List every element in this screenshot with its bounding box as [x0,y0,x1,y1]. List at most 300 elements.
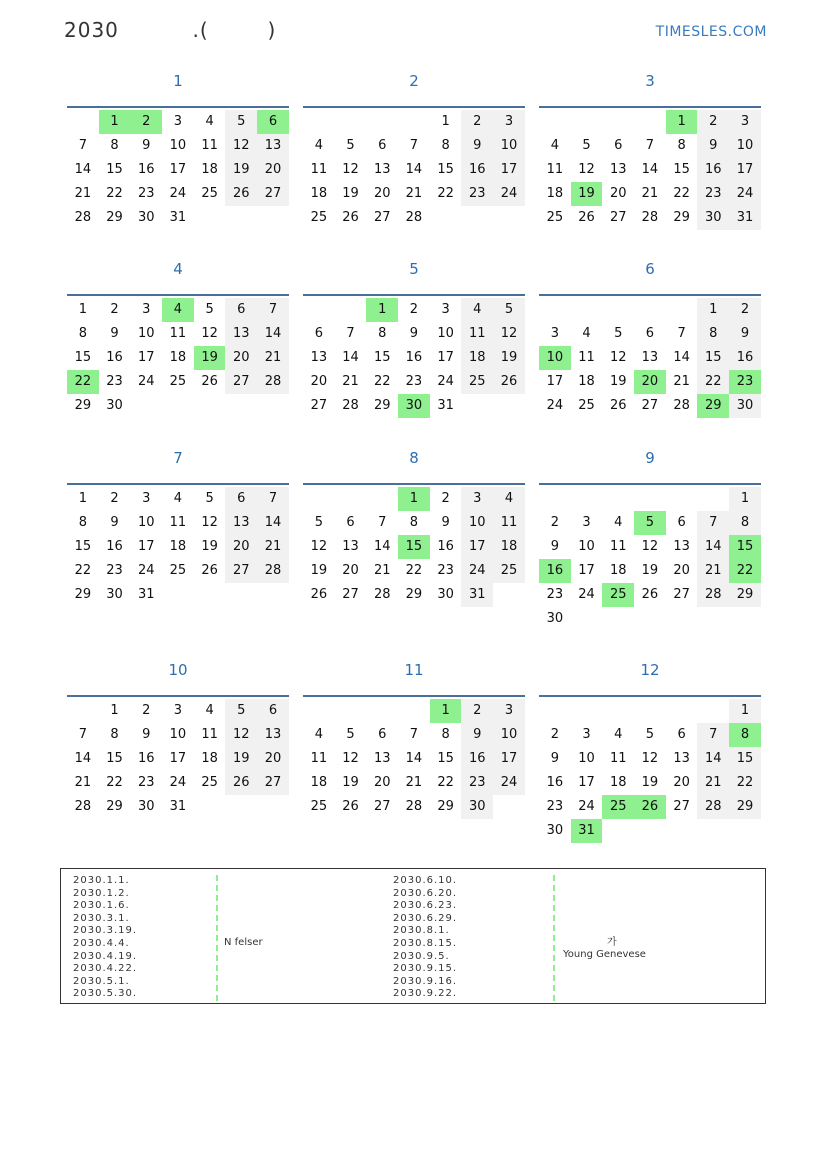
day-cell: 30 [106,587,123,602]
day-cell: 21 [697,771,729,795]
day-cell: 18 [169,350,187,365]
day-cell: 1 [78,491,87,506]
day-cell: 31 [437,398,454,413]
day-cell: 6 [378,727,387,742]
day-cell: 24 [137,563,155,578]
holiday-day-cell: 19 [194,346,226,370]
empty-cell [335,699,367,723]
day-grid [303,298,525,418]
legend-date: 2030.6.10. [393,875,458,886]
day-cell: 4 [582,326,591,341]
holiday-day-cell: 10 [539,346,571,370]
day-grid [67,699,289,819]
day-cell: 4 [461,298,493,322]
day-cell: 8 [441,727,450,742]
day-cell: 17 [169,751,187,766]
day-cell: 18 [201,751,218,766]
day-cell: 7 [257,298,289,322]
legend-separator-right [553,875,555,1001]
day-cell: 11 [461,322,493,346]
day-cell: 3 [493,699,525,723]
day-cell: 9 [550,751,559,766]
legend-dates-right [393,875,457,1001]
day-cell: 9 [697,134,729,158]
day-cell: 17 [729,158,761,182]
day-cell: 28 [641,210,659,225]
empty-cell [366,699,398,723]
month-name: 3 [645,72,655,90]
day-cell: 12 [342,751,359,766]
day-cell: 27 [373,799,391,814]
day-cell: 3 [441,302,450,317]
day-cell: 12 [201,515,218,530]
holiday-day-cell: 30 [398,394,430,418]
day-cell: 7 [257,487,289,511]
day-cell: 22 [437,775,454,790]
month-name: 12 [640,661,660,679]
day-cell: 27 [609,210,627,225]
day-cell: 24 [578,587,595,602]
day-cell: 10 [493,723,525,747]
day-cell: 27 [257,182,289,206]
day-cell: 12 [201,326,218,341]
day-cell: 31 [137,587,155,602]
day-cell: 6 [257,699,289,723]
day-cell: 13 [641,350,659,365]
day-cell: 9 [461,723,493,747]
month-name: 11 [404,661,424,679]
day-grid [539,487,761,631]
day-cell: 21 [697,559,729,583]
day-cell: 29 [673,210,690,225]
day-grid [303,110,525,230]
day-cell: 8 [78,515,87,530]
day-cell: 27 [257,771,289,795]
day-cell: 14 [405,162,423,177]
legend-date: 2030.8.1. [393,925,450,937]
legend-separator-left [216,875,218,1001]
day-cell: 13 [342,539,359,554]
day-cell: 15 [74,350,92,365]
legend-date: 2030.4.22. [73,963,138,975]
day-grid [539,110,761,230]
day-cell: 16 [137,162,155,177]
day-cell: 28 [257,559,289,583]
month-name: 1 [173,72,183,90]
day-cell: 11 [169,515,187,530]
legend-date: 2030.9.16. [393,975,458,987]
day-cell: 24 [169,186,187,201]
day-cell: 23 [461,771,493,795]
day-cell: 17 [493,158,525,182]
day-cell: 27 [342,587,359,602]
day-cell: 2 [409,302,419,317]
holiday-day-cell: 22 [67,370,99,394]
legend-date: 2030.1.2. [73,887,130,899]
day-cell: 28 [673,398,690,413]
day-cell: 9 [409,326,419,341]
day-cell: 7 [697,723,729,747]
day-cell: 12 [578,162,595,177]
holiday-day-cell: 1 [666,110,698,134]
day-cell: 16 [137,751,155,766]
month-rule [539,483,761,485]
day-cell: 9 [550,539,559,554]
day-cell: 28 [697,795,729,819]
day-cell: 23 [137,775,155,790]
day-cell: 22 [437,186,454,201]
day-grid [303,699,525,819]
empty-cell [539,298,571,322]
day-cell: 29 [106,210,123,225]
day-cell: 1 [110,703,119,718]
day-cell: 23 [405,374,423,389]
page-title: 2030 .( ) [64,18,277,42]
day-cell: 7 [409,727,419,742]
day-cell: 2 [142,703,151,718]
month-8 [303,449,525,607]
day-cell: 16 [546,775,564,790]
day-cell: 24 [729,182,761,206]
day-cell: 20 [225,535,257,559]
day-cell: 18 [310,775,328,790]
day-cell: 31 [169,210,187,225]
day-cell: 21 [405,775,423,790]
day-cell: 6 [614,138,623,153]
day-cell: 16 [106,350,123,365]
day-cell: 11 [201,138,218,153]
day-cell: 1 [441,114,450,129]
day-cell: 12 [225,723,257,747]
day-cell: 18 [609,563,627,578]
day-cell: 15 [697,346,729,370]
empty-cell [398,699,430,723]
day-cell: 8 [729,511,761,535]
empty-cell [666,298,698,322]
day-cell: 6 [378,138,387,153]
day-cell: 21 [74,775,92,790]
day-cell: 11 [493,511,525,535]
day-grid [539,699,761,843]
day-cell: 13 [673,539,690,554]
month-3 [539,72,761,230]
day-cell: 22 [74,563,92,578]
day-cell: 4 [550,138,559,153]
holiday-day-cell: 15 [398,535,430,559]
day-cell: 2 [550,515,559,530]
day-cell: 23 [461,182,493,206]
day-cell: 7 [645,138,655,153]
day-cell: 29 [729,795,761,819]
day-cell: 22 [106,186,123,201]
day-cell: 22 [673,186,690,201]
day-cell: 10 [578,539,595,554]
day-cell: 25 [201,775,218,790]
day-cell: 26 [609,398,627,413]
day-cell: 17 [461,535,493,559]
month-11 [303,661,525,819]
day-cell: 29 [74,398,92,413]
empty-cell [602,487,634,511]
holiday-day-cell: 22 [729,559,761,583]
day-cell: 31 [729,206,761,230]
empty-cell [303,110,335,134]
day-cell: 11 [578,350,595,365]
day-cell: 29 [437,799,454,814]
day-grid [67,487,289,607]
holiday-day-cell: 2 [130,110,162,134]
legend-date: 2030.8.15. [393,937,458,949]
day-cell: 3 [582,727,591,742]
day-cell: 1 [729,699,761,723]
day-cell: 29 [729,583,761,607]
day-cell: 12 [641,539,659,554]
empty-cell [366,487,398,511]
day-cell: 10 [137,515,155,530]
day-cell: 24 [137,374,155,389]
day-cell: 10 [729,134,761,158]
day-cell: 27 [673,587,690,602]
day-cell: 26 [493,370,525,394]
month-12 [539,661,761,843]
day-cell: 21 [342,374,359,389]
day-cell: 5 [225,699,257,723]
day-cell: 26 [342,210,359,225]
day-cell: 24 [493,771,525,795]
day-cell: 29 [74,587,92,602]
day-cell: 31 [461,583,493,607]
day-cell: 19 [641,563,659,578]
day-cell: 5 [205,491,214,506]
day-cell: 21 [373,563,391,578]
day-cell: 18 [461,346,493,370]
day-cell: 2 [461,699,493,723]
holiday-day-cell: 5 [634,511,666,535]
legend-date: 2030.9.15. [393,963,458,975]
month-rule [303,483,525,485]
day-cell: 9 [441,515,450,530]
day-cell: 11 [310,751,328,766]
day-cell: 30 [697,206,729,230]
legend-date: 2030.5.1. [73,975,130,987]
day-cell: 31 [169,799,187,814]
day-cell: 7 [697,511,729,535]
day-grid [539,298,761,418]
month-rule [303,294,525,296]
day-cell: 5 [314,515,323,530]
day-cell: 11 [310,162,328,177]
day-cell: 30 [106,398,123,413]
month-1 [67,72,289,230]
legend-name-right-2: Young Genevese [563,949,646,960]
day-cell: 20 [342,563,359,578]
day-cell: 12 [342,162,359,177]
day-cell: 24 [546,398,564,413]
day-cell: 15 [106,162,123,177]
day-cell: 25 [493,559,525,583]
day-cell: 15 [74,539,92,554]
day-cell: 23 [546,587,564,602]
day-cell: 25 [546,210,564,225]
legend-dates-left [73,875,137,1001]
holiday-day-cell: 1 [366,298,398,322]
day-cell: 8 [110,727,119,742]
empty-cell [571,298,603,322]
legend-date: 2030.3.1. [73,912,130,924]
day-cell: 8 [677,138,686,153]
day-cell: 18 [169,539,187,554]
day-cell: 22 [373,374,391,389]
empty-cell [697,487,729,511]
day-cell: 15 [437,751,454,766]
day-cell: 23 [546,799,564,814]
day-cell: 24 [437,374,454,389]
day-cell: 20 [373,775,391,790]
day-cell: 14 [405,751,423,766]
day-cell: 19 [609,374,627,389]
day-cell: 7 [346,326,355,341]
day-cell: 20 [609,186,627,201]
day-cell: 30 [729,394,761,418]
day-cell: 19 [201,539,218,554]
holiday-day-cell: 1 [398,487,430,511]
empty-cell [539,699,571,723]
day-cell: 16 [697,158,729,182]
holiday-day-cell: 19 [571,182,603,206]
day-cell: 27 [225,370,257,394]
day-cell: 25 [310,210,328,225]
day-cell: 4 [614,515,623,530]
day-cell: 29 [405,587,423,602]
day-cell: 7 [78,727,87,742]
day-cell: 14 [74,751,92,766]
empty-cell [571,487,603,511]
day-cell: 5 [346,727,355,742]
empty-cell [602,110,634,134]
day-cell: 10 [169,138,187,153]
day-cell: 6 [225,487,257,511]
empty-cell [335,110,367,134]
day-cell: 18 [310,186,328,201]
day-cell: 3 [461,487,493,511]
day-cell: 8 [409,515,419,530]
day-cell: 5 [582,138,591,153]
day-cell: 20 [257,747,289,771]
holiday-day-cell: 23 [729,370,761,394]
holiday-day-cell: 15 [729,535,761,559]
day-cell: 17 [493,747,525,771]
day-cell: 18 [578,374,595,389]
day-cell: 1 [78,302,87,317]
day-cell: 23 [437,563,454,578]
month-4 [67,260,289,418]
day-cell: 6 [225,298,257,322]
empty-cell [67,110,99,134]
legend-date: 2030.4.19. [73,950,138,962]
empty-cell [335,487,367,511]
day-cell: 4 [205,114,214,129]
empty-cell [634,110,666,134]
day-cell: 16 [461,747,493,771]
day-cell: 12 [225,134,257,158]
day-cell: 17 [137,350,155,365]
day-cell: 23 [137,186,155,201]
day-cell: 14 [697,747,729,771]
day-cell: 3 [173,703,183,718]
month-9 [539,449,761,631]
day-cell: 21 [74,186,92,201]
month-rule [67,695,289,697]
day-cell: 30 [461,795,493,819]
day-cell: 8 [441,138,450,153]
day-grid [67,298,289,418]
holiday-day-cell: 20 [634,370,666,394]
month-name: 9 [645,449,655,467]
day-cell: 5 [614,326,623,341]
empty-cell [602,298,634,322]
day-cell: 10 [578,751,595,766]
day-cell: 16 [461,158,493,182]
day-cell: 25 [169,374,187,389]
day-cell: 17 [169,162,187,177]
legend-date: 2030.6.29. [393,912,458,924]
day-cell: 13 [310,350,328,365]
day-cell: 18 [609,775,627,790]
day-cell: 8 [378,326,387,341]
day-cell: 13 [373,162,391,177]
day-cell: 28 [342,398,359,413]
day-cell: 30 [546,611,564,626]
day-cell: 14 [373,539,391,554]
day-cell: 3 [493,110,525,134]
day-cell: 6 [346,515,355,530]
site-brand[interactable]: TIMESLES.COM [655,24,767,40]
day-cell: 13 [257,134,289,158]
day-cell: 19 [342,775,359,790]
day-cell: 20 [373,186,391,201]
day-cell: 17 [437,350,454,365]
empty-cell [602,699,634,723]
legend-date: 2030.6.23. [393,900,458,912]
day-cell: 24 [169,775,187,790]
day-cell: 10 [169,727,187,742]
day-cell: 13 [373,751,391,766]
day-cell: 28 [405,799,423,814]
day-cell: 26 [225,771,257,795]
legend-name-right-1: 가 [607,937,617,948]
day-cell: 25 [310,799,328,814]
day-cell: 15 [437,162,454,177]
day-cell: 14 [697,535,729,559]
day-cell: 3 [582,515,591,530]
day-cell: 5 [225,110,257,134]
day-cell: 28 [405,210,423,225]
day-cell: 21 [641,186,659,201]
day-cell: 14 [74,162,92,177]
day-cell: 28 [257,370,289,394]
day-cell: 23 [106,563,123,578]
day-cell: 28 [74,799,92,814]
day-cell: 24 [493,182,525,206]
day-cell: 6 [677,727,686,742]
month-name: 8 [409,449,419,467]
day-cell: 4 [314,727,323,742]
day-cell: 2 [729,298,761,322]
legend-date: 2030.6.20. [393,887,458,899]
empty-cell [634,699,666,723]
holiday-day-cell: 25 [602,583,634,607]
day-cell: 9 [461,134,493,158]
